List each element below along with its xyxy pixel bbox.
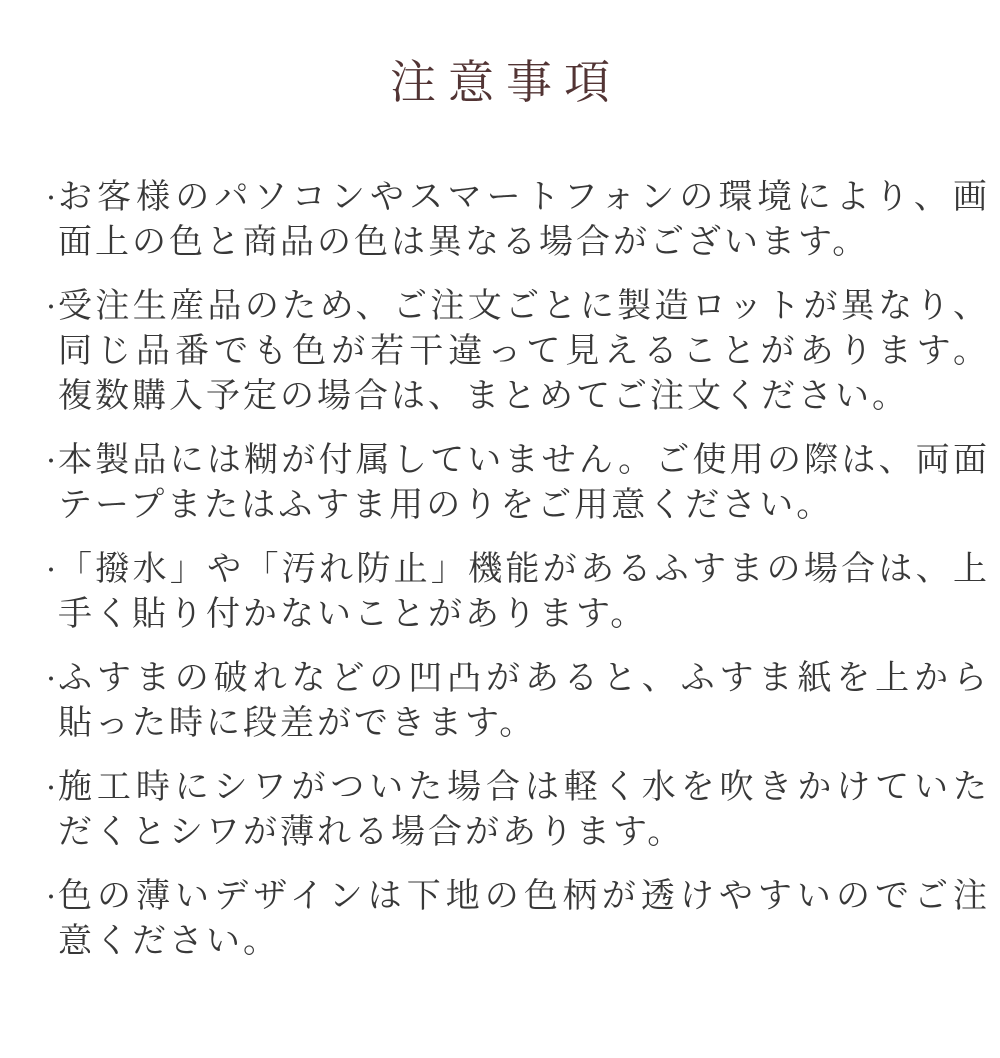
note-item: [40, 547, 1000, 637]
bullet-marker: ・: [40, 667, 63, 692]
note-line: 色の薄いデザインは下地の色柄が透けやすいのでご注: [58, 877, 990, 915]
note-text: [58, 175, 990, 265]
note-line: 手く貼り付かないことがあります。: [58, 595, 648, 633]
note-line: 本製品には糊が付属していません。ご使用の際は、両面: [58, 441, 990, 479]
note-item: [40, 656, 1000, 746]
note-item: [40, 175, 1000, 265]
notice-page: [0, 58, 1000, 1058]
notes-list: [0, 175, 1000, 964]
note-text: [58, 765, 990, 855]
note-line: 施工時にシワがついた場合は軽く水を吹きかけていた: [58, 768, 990, 806]
note-text: [58, 438, 990, 528]
page-title: 注意事項: [390, 56, 622, 108]
note-line: 同じ品番でも色が若干違って見えることがあります。: [58, 332, 990, 370]
bullet-marker: ・: [40, 776, 63, 801]
note-line: 複数購入予定の場合は、まとめてご注文ください。: [58, 377, 909, 415]
note-line: ふすまの破れなどの凹凸があると、ふすま紙を上から: [58, 659, 990, 697]
note-text: [58, 656, 990, 746]
note-text: [58, 284, 990, 419]
note-line: だくとシワが薄れる場合があります。: [58, 813, 685, 851]
note-item: [40, 438, 1000, 528]
note-item: [40, 284, 1000, 419]
note-line: 面上の色と商品の色は異なる場合がございます。: [58, 223, 870, 261]
note-text: [58, 547, 990, 637]
note-line: 受注生産品のため、ご注文ごとに製造ロットが異なり、: [58, 287, 990, 325]
bullet-marker: ・: [40, 295, 63, 320]
note-line: 意ください。: [58, 922, 280, 960]
note-text: [58, 874, 990, 964]
note-item: [40, 765, 1000, 855]
note-line: 貼った時に段差ができます。: [58, 704, 537, 742]
bullet-marker: ・: [40, 186, 63, 211]
note-line: 「撥水」や「汚れ防止」機能があるふすまの場合は、上: [58, 550, 990, 588]
bullet-marker: ・: [40, 558, 63, 583]
note-line: テープまたはふすま用のりをご用意ください。: [58, 486, 834, 524]
bullet-marker: ・: [40, 449, 63, 474]
note-item: [40, 874, 1000, 964]
bullet-marker: ・: [40, 885, 63, 910]
note-line: お客様のパソコンやスマートフォンの環境により、画: [58, 178, 990, 216]
